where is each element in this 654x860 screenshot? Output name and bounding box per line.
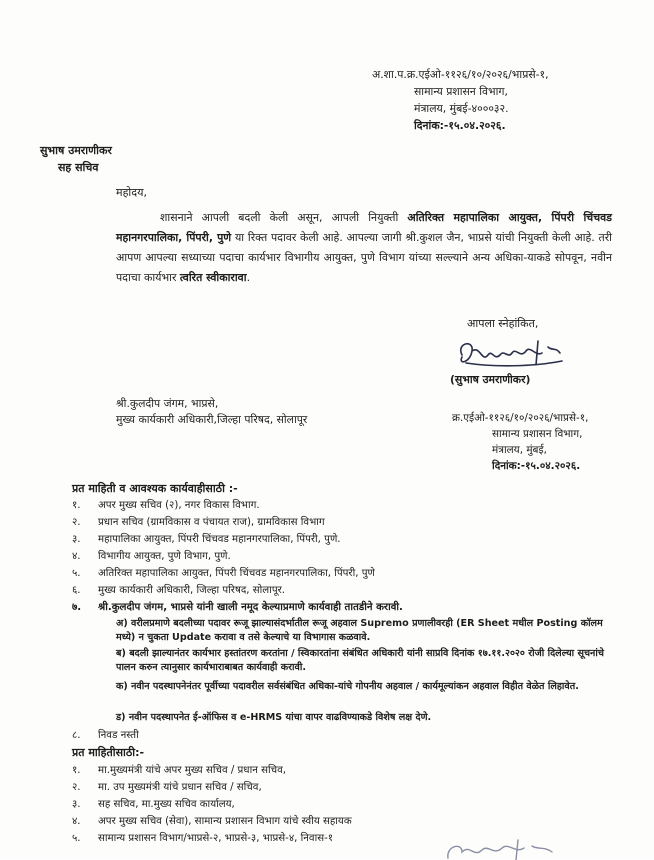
copy-info-heading: प्रत माहितीसाठी:- bbox=[72, 746, 145, 759]
body-text-1: शासनाने आपली बदली केली असून, आपली नियुक्ती bbox=[160, 211, 408, 224]
list-item: १. मा.मुख्यमंत्री यांचे अपर मुख्य सचिव / प्रधान सचिव, bbox=[72, 765, 287, 776]
list-item: २. प्रधान सचिव (ग्रामविकास व पंचायत राज), ग्रामविकास विभाग bbox=[72, 517, 325, 528]
instruction-a: अ) वरीलप्रमाणे बदलीच्या पदावर रूजू झाल्यासंदर्भातील रूजू अहवाल Supremo प्रणालीवरही (ER Sheet मधील Posting कॉलम मध्ये) न चुकता Update करावा व तसे केल्याचे या विभागास कळवावे. bbox=[116, 618, 603, 643]
list-item: ३. सह सचिव, मा.मुख्य सचिव कार्यालय, bbox=[72, 799, 235, 810]
instruction-d: ड) नवीन पदस्थापनेत ई-ऑफिस व e-HRMS यांचा वापर वाढविण्याकडे विशेष लक्ष देणे. bbox=[116, 712, 432, 723]
signatory-name: (सुभाष उमराणीकर) bbox=[450, 373, 531, 386]
salutation: महोदय, bbox=[116, 186, 147, 199]
instruction-b: ब) बदली झाल्यानंतर कार्यभार हस्तांतरण करतांना / स्विकारतांना संबंधित अधिकारी यांनी साप्रवि दिनांक १७.११.२०२० रोजी दिलेल्या सूचनांचे पालन करुन त्यानुसार कार्यभाराबाबत कार्यवाही करावी. bbox=[116, 648, 604, 673]
department-name: सामान्य प्रशासन विभाग, bbox=[414, 85, 508, 98]
list-item: ५. सामान्य प्रशासन विभाग/भाप्रसे-२, भाप्रसे-३, भाप्रसे-४, निवास-१ bbox=[72, 833, 334, 844]
body-text-2: या रिक्त पदावर केली आहे. आपल्या जागी श्री.कुशल जैन, भाप्रसे यांची नियुक्ती केली आहे. तरी आपण आपल्या सध्याच्या पदाचा कार्यभार विभागीय आयुक्त, पुणे विभाग यांच्या सल्ल्याने अन्य अधिका-याकडे सोपवून, नवीन पदाचा कार्यभार bbox=[116, 231, 612, 284]
copy-letter-date: दिनांक:-१५.०४.२०२६. bbox=[492, 460, 581, 472]
sender-block bbox=[40, 142, 112, 176]
sender-designation: सह सचिव bbox=[58, 161, 99, 174]
instruction-c: क) नवीन पदस्थापनेनंतर पूर्वीच्या पदावरील सर्वसंबंधित अधिका-यांचे गोपनीय अहवाल / कार्यमूल्यांकन अहवाल विहीत वेळेत लिहावेत. bbox=[116, 681, 579, 692]
letter-date: दिनांक:-१५.०४.२०२६. bbox=[414, 119, 506, 132]
body-paragraph bbox=[116, 208, 612, 288]
copy-action-heading: प्रत माहिती व आवश्यक कार्यवाहीसाठी :- bbox=[72, 482, 238, 495]
list-item: ८. निवड नस्ती bbox=[72, 730, 139, 741]
list-item: ३. महापालिका आयुक्त, पिंपरी चिंचवड महानगरपालिका, पिंपरी, पुणे. bbox=[72, 534, 341, 545]
list-item: ५. अतिरिक्त महापालिका आयुक्त, पिंपरी चिंचवड महानगरपालिका, पिंपरी, पुणे bbox=[72, 568, 375, 579]
closing-phrase: आपला स्नेहांकित, bbox=[467, 317, 539, 330]
body-posting-highlight: अतिरिक्त महापालिका आयुक्त, पिंपरी चिंचवड महानगरपालिका, पिंपरी, पुणे bbox=[116, 211, 612, 244]
copy-department-name: सामान्य प्रशासन विभाग, bbox=[492, 428, 583, 440]
body-urgent-highlight: त्वरित स्वीकारावा bbox=[179, 271, 247, 284]
handwritten-signature bbox=[452, 333, 570, 373]
copy-reference-number: क्र.एईओ-११२६/१०/२०२६/भाप्रसे-१, bbox=[452, 412, 589, 424]
copy-reference-block bbox=[452, 410, 588, 474]
copy-office-address: मंत्रालय, मुंबई, bbox=[492, 444, 547, 456]
sender-name: सुभाष उमराणीकर bbox=[40, 144, 112, 157]
list-item: ६. मुख्य कार्यकारी अधिकारी, जिल्हा परिषद, सोलापूर. bbox=[72, 585, 286, 596]
list-item: ४. विभागीय आयुक्त, पुणे विभाग, पुणे. bbox=[72, 551, 231, 562]
header-reference-block bbox=[372, 66, 549, 134]
reference-number: अ.शा.प.क्र.एईओ-११२६/१०/२०२६/भाप्रसे-१, bbox=[372, 68, 549, 81]
list-item: १. अपर मुख्य सचिव (२), नगर विकास विभाग. bbox=[72, 500, 260, 511]
list-item: २. मा. उप मुख्यमंत्री यांचे प्रधान सचिव / सचिव, bbox=[72, 782, 262, 793]
list-item: ४. अपर मुख्य सचिव (सेवा), सामान्य प्रशासन विभाग यांचे स्वीय सहायक bbox=[72, 816, 352, 827]
addressee-name: श्री.कुलदीप जंगम, भाप्रसे, bbox=[116, 397, 219, 410]
bottom-signature-fragment bbox=[440, 838, 560, 860]
list-item: ७. श्री.कुलदीप जंगम, भाप्रसे यांनी खाली नमूद केल्याप्रमाणे कार्यवाही तातडीने करावी. bbox=[72, 602, 403, 613]
body-text-3: . bbox=[246, 271, 251, 284]
addressee-block bbox=[116, 396, 307, 428]
addressee-designation: मुख्य कार्यकारी अधिकारी,जिल्हा परिषद, सोलापूर bbox=[116, 413, 308, 426]
office-address: मंत्रालय, मुंबई-४०००३२. bbox=[414, 102, 509, 115]
